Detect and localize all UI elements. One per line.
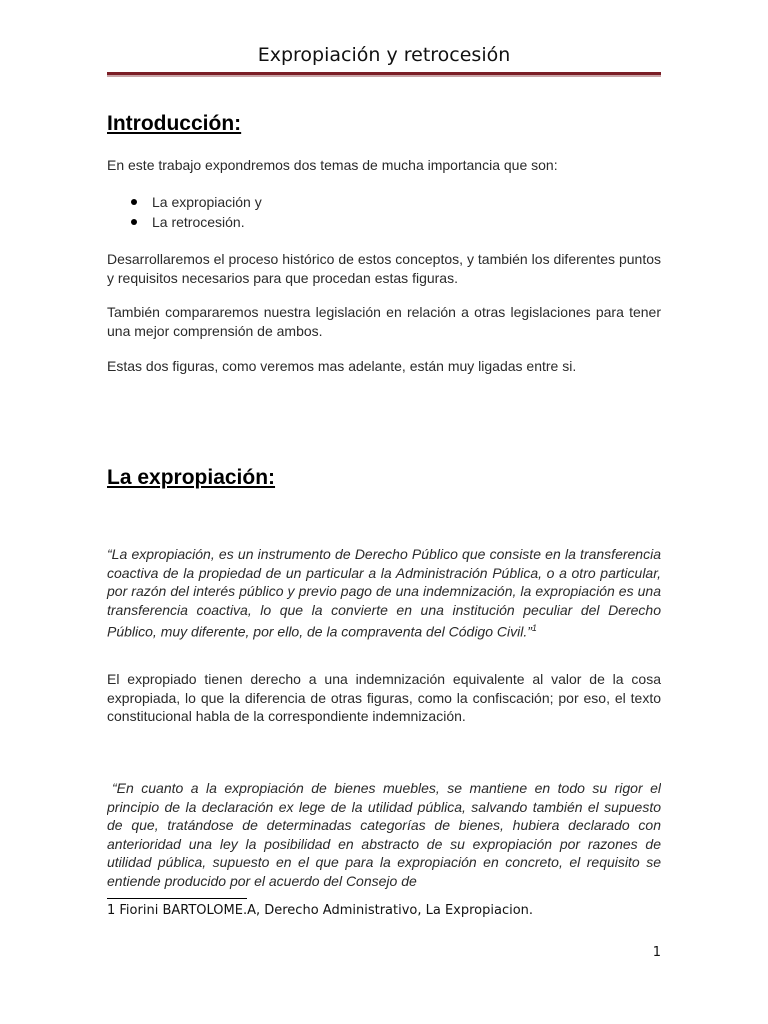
intro-paragraph: Desarrollaremos el proceso histórico de estos conceptos, y también los diferentes puntos y requisitos necesarios para que procedan estas figuras. [107, 251, 661, 286]
intro-paragraph: También compararemos nuestra legislación en relación a otras legislaciones para tener una mejor comprensión de ambos. [107, 304, 661, 339]
intro-bullet-list [107, 192, 262, 232]
page-header-title: Expropiación y retrocesión [257, 44, 511, 66]
list-item-text: La expropiación y [152, 194, 262, 210]
quote-block [107, 545, 661, 641]
footnote-rule [107, 898, 247, 899]
list-item-text: La retrocesión. [152, 214, 245, 230]
quote-text: “La expropiación, es un instrumento de Derecho Público que consiste en la transferencia coactiva de la propiedad de un particular a la Administración Pública, o a otro particular, por razón del interés público y previo pago de una indemnización, la expropiación es una transferencia coactiva, lo que la convierte en una institución peculiar del Derecho Público, muy diferente, por ello, de la compraventa del Código Civil.” [107, 546, 661, 640]
body-paragraph: El expropiado tienen derecho a una indemnización equivalente al valor de la cosa expropiada, lo que la diferencia de otras figuras, como la confiscación; por eso, el texto constitucional habla de la correspondiente indemnización. [107, 671, 661, 724]
intro-paragraph: Estas dos figuras, como veremos mas adelante, están muy ligadas entre si. [107, 358, 577, 374]
list-item [107, 212, 262, 232]
footnote-ref: 1 [531, 623, 537, 633]
footnote: 1 Fiorini BARTOLOME.A, Derecho Administrativo, La Expropiacion. [107, 903, 534, 918]
list-item [107, 192, 262, 212]
quote-block: “En cuanto a la expropiación de bienes muebles, se mantiene en todo su rigor el principio de la declaración ex lege de la utilidad pública, salvando también el supuesto de que, tratándose de determinadas categorías de bienes, hubiera declarado con anterioridad una ley la posibilidad en abstracto de su expropiación por razones de utilidad pública, supuesto en el que para la expropiación en concreto, el requisito se entiende producido por el acuerdo del Consejo de [107, 780, 661, 889]
intro-heading: Introducción: [107, 112, 242, 135]
intro-lead: En este trabajo expondremos dos temas de mucha importancia que son: [107, 157, 558, 173]
header-rule [107, 72, 661, 77]
bullet-icon [131, 199, 137, 205]
expropiacion-heading: La expropiación: [107, 466, 276, 489]
bullet-icon [131, 219, 137, 225]
page-number: 1 [652, 945, 661, 960]
